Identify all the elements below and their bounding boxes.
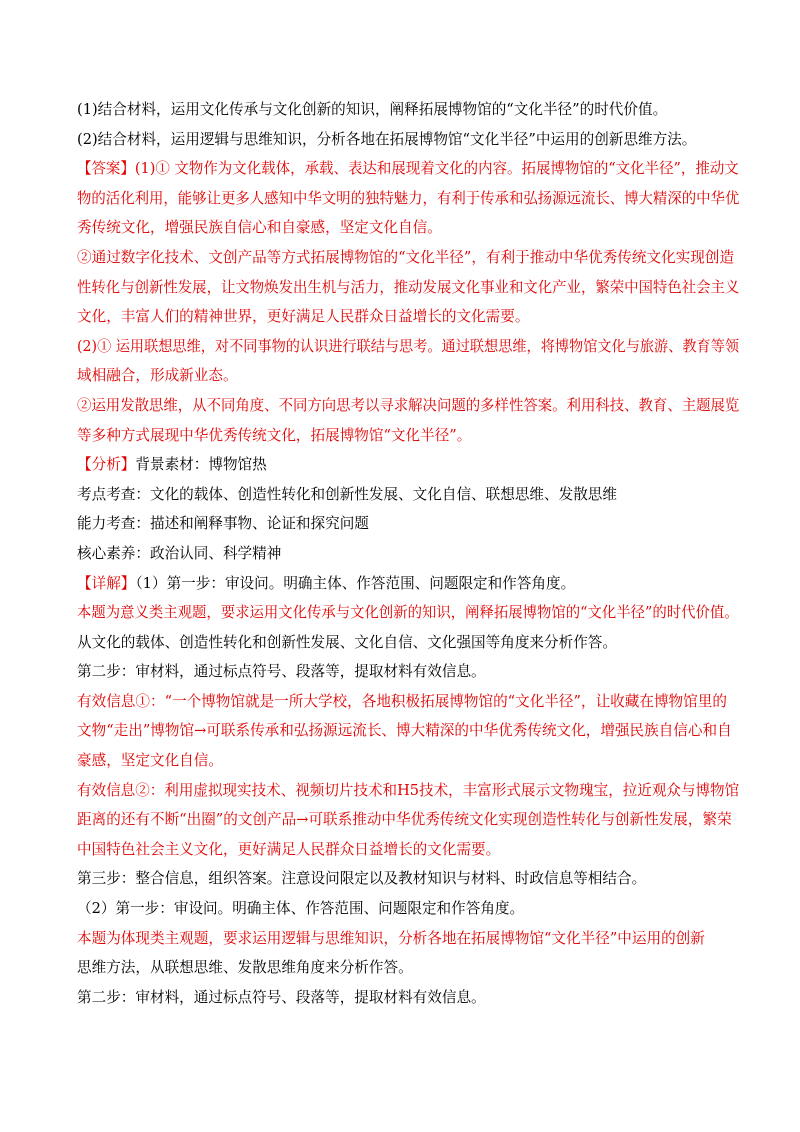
line-text: 文化，丰富人们的精神世界，更好满足人民群众日益增长的文化需要。 [77,308,530,326]
line-text: 等多种方式展现中华优秀传统文化，拓展博物馆“文化半径”。 [77,426,472,444]
text-line-det13 [77,924,737,954]
line-text: （2）第一步：审设问。明确主体、作答范围、问题限定和作答角度。 [77,900,525,918]
section-tag: 【详解】 [77,574,136,592]
line-text: 第三步：整合信息，组织答案。注意设问限定以及教材知识与材料、时政信息等相结合。 [77,870,647,888]
line-text: 核心素养：政治认同、科学精神 [77,544,282,562]
text-line-ans1d [77,243,737,273]
text-line-ans1b [77,184,740,214]
line-text: 能力考查：描述和阐释事物、论证和探究问题 [77,515,369,533]
text-line-ans1f [77,302,737,332]
line-text: 本题为意义类主观题，要求运用文化传承与文化创新的知识，阐释拓展博物馆的“文化半径”的时代价值。 [77,604,739,622]
line-text: 思维方法，从联想思维、发散思维角度来分析作答。 [77,959,413,977]
text-line-det10 [77,835,737,865]
text-line-ana3 [77,509,737,539]
text-line-ans2c [77,391,740,421]
line-text: (2)① 运用联想思维，对不同事物的认识进行联结与思考。通过联想思维，将博物馆文化与旅游、教育等领 [77,337,740,355]
text-line-det7 [77,746,737,776]
section-tag: 【答案】 [77,160,135,178]
text-line-det5 [77,687,737,717]
line-text: (1)结合材料，运用文化传承与文化创新的知识，阐释拓展博物馆的“文化半径”的时代价值。 [77,101,668,118]
line-text: 秀传统文化，增强民族自信心和自豪感，坚定文化自信。 [77,219,442,237]
text-line-ans2d [77,421,737,451]
line-text: 域相融合，形成新业态。 [77,367,238,385]
line-text: 本题为体现类主观题，要求运用逻辑与思维知识，分析各地在拓展博物馆“文化半径”中运用的创新 [77,929,705,947]
line-text: 有效信息①：“一个博物馆就是一所大学校，各地积极拓展博物馆的“文化半径”，让收藏在博物馆里的 [77,692,727,710]
line-text: 第二步：审材料，通过标点符号、段落等，提取材料有效信息。 [77,663,486,681]
text-line-ana1 [77,450,737,480]
line-text: 豪感，坚定文化自信。 [77,752,223,770]
text-line-q2 [77,125,737,155]
line-text: 性转化与创新性发展，让文物焕发出生机与活力，推动发展文化事业和文化产业，繁荣中国特色社会主义 [77,278,740,296]
line-text: ②通过数字化技术、文创产品等方式拓展博物馆的“文化半径”，有利于推动中华优秀传统文化实现创造 [77,248,735,266]
text-line-det9 [77,805,737,835]
text-line-det1 [77,569,737,599]
line-text: 第二步：审材料，通过标点符号、段落等，提取材料有效信息。 [77,988,486,1006]
text-line-ans2a [77,332,740,362]
line-text: 距离的还有不断“出圈”的文创产品→可联系推动中华优秀传统文化实现创造性转化与创新性发展，繁荣 [77,811,732,829]
section-tag: 【分析】 [77,456,136,474]
text-line-det4 [77,657,737,687]
text-line-det2 [77,598,739,628]
text-line-det12 [77,894,737,924]
line-text: 从文化的载体、创造性转化和创新性发展、文化自信、文化强国等角度来分析作答。 [77,633,617,651]
line-text: ②运用发散思维，从不同角度、不同方向思考以寻求解决问题的多样性答案。利用科技、教育、主题展览 [77,396,740,414]
text-line-det8 [77,776,740,806]
text-line-ana2 [77,480,737,510]
line-text: 中国特色社会主义文化，更好满足人民群众日益增长的文化需要。 [77,840,501,858]
text-line-ana4 [77,539,737,569]
text-line-det3 [77,628,737,658]
text-line-ans2b [77,361,737,391]
line-text: 文物“走出”博物馆→可联系传承和弘扬源远流长、博大精深的中华优秀传统文化，增强民族自信心和自 [77,722,732,740]
line-text: (2)结合材料，运用逻辑与思维知识，分析各地在拓展博物馆“文化半径”中运用的创新思维方法。 [77,130,697,148]
text-line-det11 [77,864,737,894]
text-line-q1 [77,95,737,125]
text-line-det6 [77,716,737,746]
text-line-ans1e [77,273,740,303]
line-text: （1）第一步：审设问。明确主体、作答范围、问题限定和作答角度。 [135,574,576,592]
text-line-det14 [77,953,737,983]
line-text: 考点考查：文化的载体、创造性转化和创新性发展、文化自信、联想思维、发散思维 [77,485,617,503]
line-text: 有效信息②：利用虚拟现实技术、视频切片技术和H5技术，丰富形式展示文物瑰宝，拉近观众与博物馆 [77,781,740,799]
line-text: (1)① 文物作为文化载体，承载、表达和展现着文化的内容。拓展博物馆的“文化半径”，推动文 [134,160,739,178]
line-text: 物的活化利用，能够让更多人感知中华文明的独特魅力，有利于传承和弘扬源远流长、博大精深的中华优 [77,189,740,207]
text-line-ans1c [77,213,737,243]
line-text: 背景素材：博物馆热 [135,456,267,474]
text-line-ans1a [77,154,739,184]
answer-content [77,95,740,1012]
text-line-det15 [77,983,737,1013]
